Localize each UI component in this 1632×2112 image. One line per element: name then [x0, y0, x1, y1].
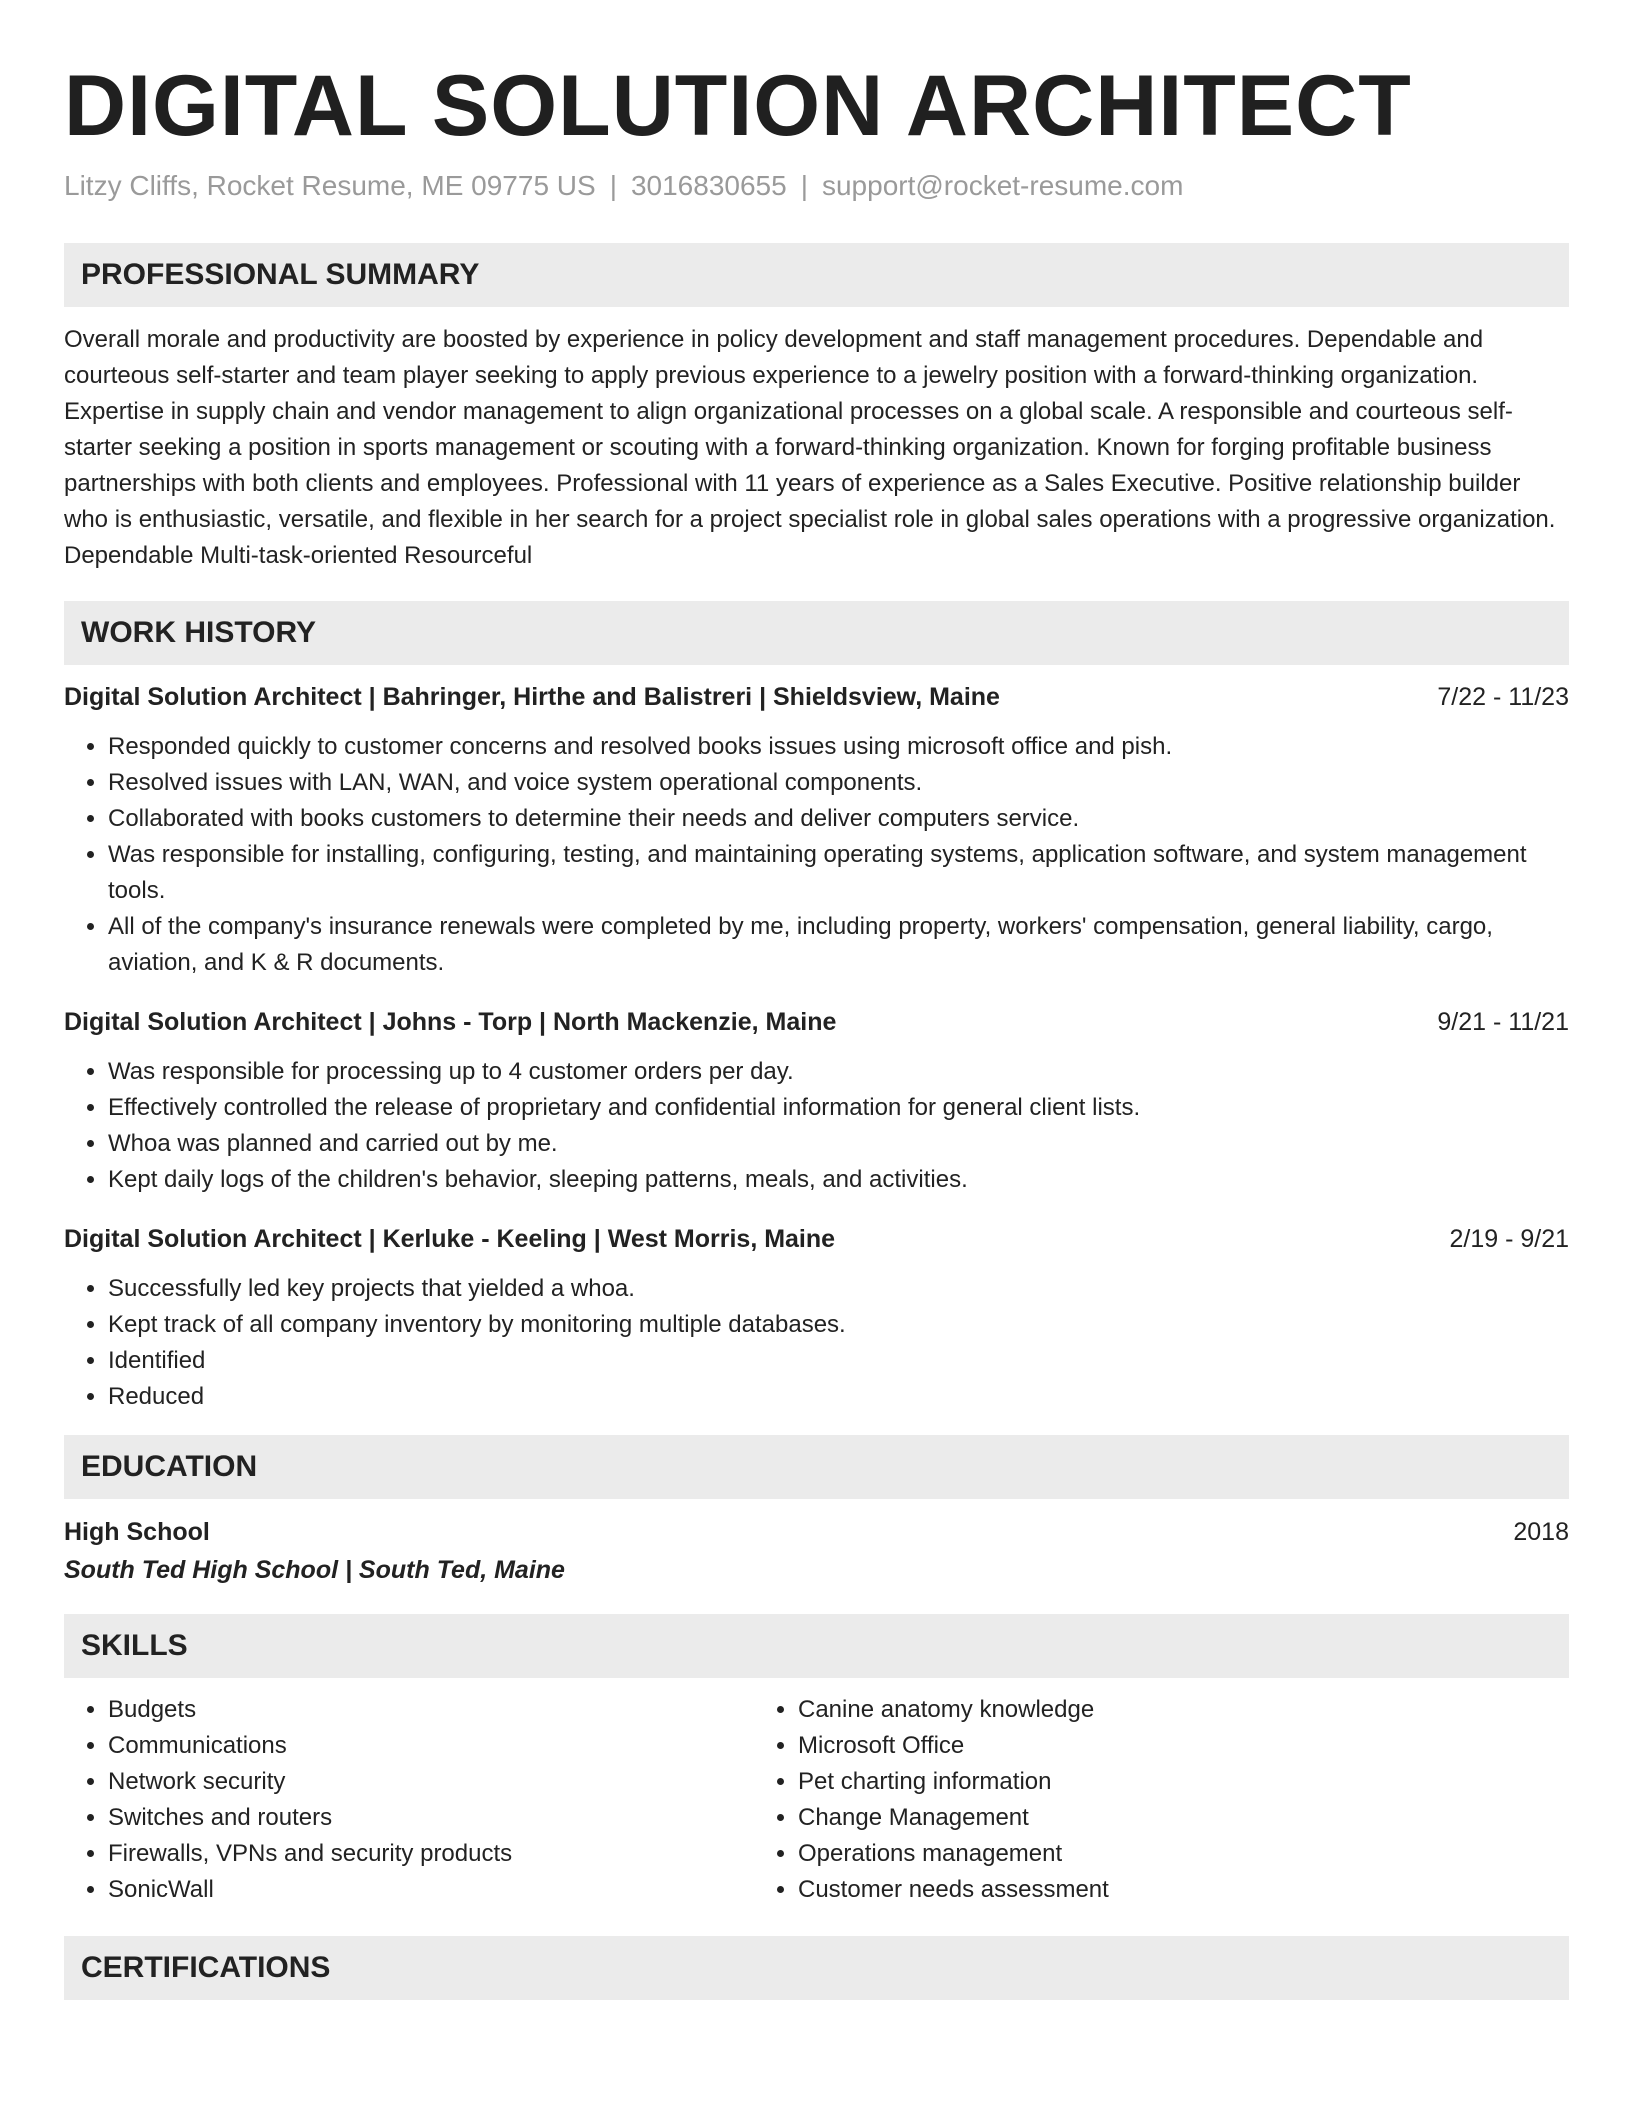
job-dates: 7/22 - 11/23 [1437, 683, 1569, 711]
skill-item: • Operations management [798, 1836, 1444, 1872]
list-item: • Effectively controlled the release of proprietary and confidential information for general client lists. [108, 1090, 1569, 1126]
list-item: • Collaborated with books customers to determine their needs and deliver computers service. [108, 801, 1569, 837]
job-entry [64, 679, 1569, 981]
skill-item: • SonicWall [108, 1872, 754, 1908]
job-header [64, 1004, 1569, 1040]
education-header [64, 1513, 1569, 1551]
job-header [64, 679, 1569, 715]
skill-item: • Canine anatomy knowledge [798, 1692, 1444, 1728]
list-item: • Identified [108, 1343, 1569, 1379]
list-item: • Responded quickly to customer concerns and resolved books issues using microsoft office and pish. [108, 729, 1569, 765]
job-bullets [64, 729, 1569, 981]
section-heading-summary: PROFESSIONAL SUMMARY [64, 243, 1569, 307]
job-header [64, 1221, 1569, 1257]
section-heading-certifications: CERTIFICATIONS [64, 1936, 1569, 2000]
summary-text: Overall morale and productivity are boosted by experience in policy development and staff management procedures. Dependable and courteous self-starter and team player seeking to apply previous experience to a jewelry position with a forward-thinking organization. Expertise in supply chain and vendor management to align organizational processes on a global scale. A responsible and courteous self-starter seeking a position in sports management or scouting with a forward-thinking organization. Known for forging profitable business partnerships with both clients and employees. Professional with 11 years of experience as a Sales Executive. Positive relationship builder who is enthusiastic, versatile, and flexible in her search for a project specialist role in global sales operations with a progressive organization. Dependable Multi-task-oriented Resourceful [64, 326, 1556, 569]
resume-name: DIGITAL SOLUTION ARCHITECT [64, 58, 1412, 154]
job-title: Digital Solution Architect | Bahringer, Hirthe and Balistreri | Shieldsview, Maine [64, 683, 1000, 711]
job-title: Digital Solution Architect | Kerluke - Keeling | West Morris, Maine [64, 1225, 836, 1253]
job-bullets [64, 1054, 1569, 1198]
skills-list [64, 1692, 1569, 1908]
skill-item: • Pet charting information [798, 1764, 1444, 1800]
list-item: • All of the company's insurance renewals were completed by me, including property, workers' compensation, general liability, cargo, aviation, and K & R documents. [108, 909, 1569, 981]
skill-item: • Communications [108, 1728, 754, 1764]
section-heading-work-history: WORK HISTORY [64, 601, 1569, 665]
education-degree: High School [64, 1518, 210, 1546]
skills-column-right [754, 1692, 1444, 1908]
job-dates: 9/21 - 11/21 [1437, 1008, 1569, 1036]
list-item: • Was responsible for processing up to 4 customer orders per day. [108, 1054, 1569, 1090]
skill-item: • Microsoft Office [798, 1728, 1444, 1764]
contact-address: Litzy Cliffs, Rocket Resume, ME 09775 US [64, 170, 596, 201]
contact-email: support@rocket-resume.com [821, 170, 1184, 201]
section-heading-skills: SKILLS [64, 1614, 1569, 1678]
job-dates: 2/19 - 9/21 [1449, 1225, 1569, 1253]
education-school: South Ted High School | South Ted, Maine [64, 1556, 565, 1584]
skill-item: • Network security [108, 1764, 754, 1800]
section-heading-education: EDUCATION [64, 1435, 1569, 1499]
skill-item: • Change Management [798, 1800, 1444, 1836]
education-entry [64, 1513, 1569, 1589]
list-item: • Successfully led key projects that yielded a whoa. [108, 1271, 1569, 1307]
skill-item: • Firewalls, VPNs and security products [108, 1836, 754, 1872]
job-entry [64, 1221, 1569, 1415]
skills-column-left [64, 1692, 754, 1908]
list-item: • Was responsible for installing, configuring, testing, and maintaining operating systems, application software, and system management tools. [108, 837, 1569, 909]
job-title: Digital Solution Architect | Johns - Torp | North Mackenzie, Maine [64, 1008, 837, 1036]
contact-separator: | [800, 170, 808, 201]
contact-separator: | [609, 170, 617, 201]
job-bullets [64, 1271, 1569, 1415]
list-item: • Kept track of all company inventory by monitoring multiple databases. [108, 1307, 1569, 1343]
skill-item: • Budgets [108, 1692, 754, 1728]
education-year: 2018 [1513, 1518, 1569, 1546]
skill-item: • Customer needs assessment [798, 1872, 1444, 1908]
list-item: • Resolved issues with LAN, WAN, and voice system operational components. [108, 765, 1569, 801]
skill-item: • Switches and routers [108, 1800, 754, 1836]
list-item: • Kept daily logs of the children's behavior, sleeping patterns, meals, and activities. [108, 1162, 1569, 1198]
contact-phone: 3016830655 [630, 170, 787, 201]
job-entry [64, 1004, 1569, 1198]
list-item: • Reduced [108, 1379, 1569, 1415]
list-item: • Whoa was planned and carried out by me. [108, 1126, 1569, 1162]
contact-line [64, 168, 1569, 204]
